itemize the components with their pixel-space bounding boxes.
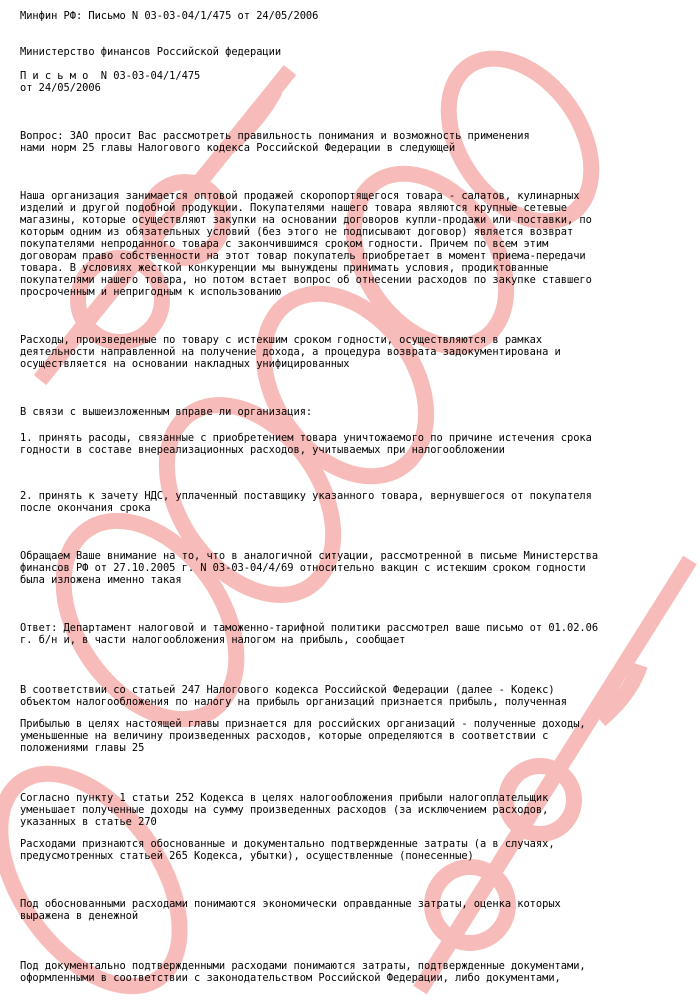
letter-number: П и с ь м о N 03-03-04/1/475 (20, 70, 201, 82)
paragraph-line: деятельности направленной на получение дохода, а процедура возврата задокументирована и (20, 346, 561, 358)
paragraph-line: выражена в денежной (20, 910, 139, 922)
paragraph-line: указанных в статье 270 (20, 816, 157, 828)
paragraph-line: которым одним из обязательных условий (без этого не подписывают договор) является возврат (20, 226, 574, 238)
paragraph-line: Согласно пункту 1 статьи 252 Кодекса в целях налогообложения прибыли налогоплательщик (20, 792, 549, 804)
answer-line: г. б/н и, в части налогообложения налогом на прибыль, сообщает (20, 634, 406, 646)
paragraph-line: Наша организация занимается оптовой продажей скоропортящегося товара - салатов, кулинарных (20, 190, 580, 202)
doc-header-title: Минфин РФ: Письмо N 03-03-04/1/475 от 24/05/2006 (20, 10, 319, 22)
paragraph-line: предусмотренных статьей 265 Кодекса, убытки), осуществленные (понесенные) (20, 850, 474, 862)
paragraph-line: В связи с вышеизложенным вправе ли организация: (20, 406, 313, 418)
letter-date: от 24/05/2006 (20, 82, 101, 94)
list-item: 1. принять расоды, связанные с приобретением товара уничтожаемого по причине истечения срока (20, 432, 592, 444)
paragraph-line: В соответствии со статьей 247 Налогового кодекса Российской Федерации (далее - Кодекс) (20, 684, 555, 696)
answer-line: Ответ: Департамент налоговой и таможенно-тарифной политики рассмотрел ваше письмо от 01.02.06 (20, 622, 599, 634)
paragraph-line: договорам право собственности на этот товар покупатель приобретает в момент приема-передачи (20, 250, 586, 262)
paragraph-line: уменьшенные на величину произведенных расходов, которые определяются в соответствии с (20, 730, 549, 742)
paragraph-line: оформленными в соответствии с законодательством Российской Федерации, либо документами, (20, 972, 561, 984)
question-line: Вопрос: ЗАО просит Вас рассмотреть правильность понимания и возможность применения (20, 130, 530, 142)
paragraph-line: Под обоснованными расходами понимаются экономически оправданные затраты, оценка которых (20, 898, 561, 910)
paragraph-line: просроченным и непригодным к использованию (20, 286, 282, 298)
paragraph-line: Под документально подтвержденными расходами понимаются затраты, подтвержденные документами, (20, 960, 586, 972)
paragraph-line: осуществляется на основании накладных унифицированных (20, 358, 350, 370)
paragraph-line: магазины, которые осуществляют закупки на основании договоров купли-продажи или поставки, по (20, 214, 592, 226)
paragraph-line: финансов РФ от 27.10.2005 г. N 03-03-04/4/69 относительно вакцин с истекшим сроком годности (20, 562, 586, 574)
paragraph-line: объектом налогообложения по налогу на прибыль организаций признается прибыль, полученная (20, 696, 567, 708)
paragraph-line: уменьшает полученные доходы на сумму произведенных расходов (за исключением расходов, (20, 804, 549, 816)
paragraph-line: Обращаем Ваше внимание на то, что в аналогичной ситуации, рассмотренной в письме Министерства (20, 550, 599, 562)
paragraph-line: покупателями нашего товара, но потом встает вопрос об отнесении расходов по закупке ставшего (20, 274, 592, 286)
paragraph-line: Расходами признаются обоснованные и документально подтвержденные затраты (а в случаях, (20, 838, 555, 850)
paragraph-line: была изложена именно такая (20, 574, 182, 586)
list-item: годности в составе внереализационных расходов, учитываемых при налогообложении (20, 444, 505, 456)
paragraph-line: Прибылью в целях настоящей главы признается для российских организаций - полученные доходы, (20, 718, 586, 730)
paragraph-line: товара. В условиях жесткой конкуренции мы вынуждены принимать условия, продиктованные (20, 262, 549, 274)
paragraph-line: изделий и другой подобной продукции. Покупателями нашего товара являются крупные сетевые (20, 202, 567, 214)
list-item: после окончания срока (20, 502, 151, 514)
question-line: нами норм 25 главы Налогового кодекса Российской Федерации в следующей (20, 142, 456, 154)
list-item: 2. принять к зачету НДС, уплаченный поставщику указанного товара, вернувшегося от покупателя (20, 490, 592, 502)
paragraph-line: Расходы, произведенные по товару с истекшим сроком годности, осуществляются в рамках (20, 334, 543, 346)
paragraph-line: покупателями непроданного товара с закончившимся сроком годности. Причем по всем этим (20, 238, 549, 250)
paragraph-line: положениями главы 25 (20, 742, 145, 754)
ministry-name: Министерство финансов Российской федерации (20, 46, 282, 58)
